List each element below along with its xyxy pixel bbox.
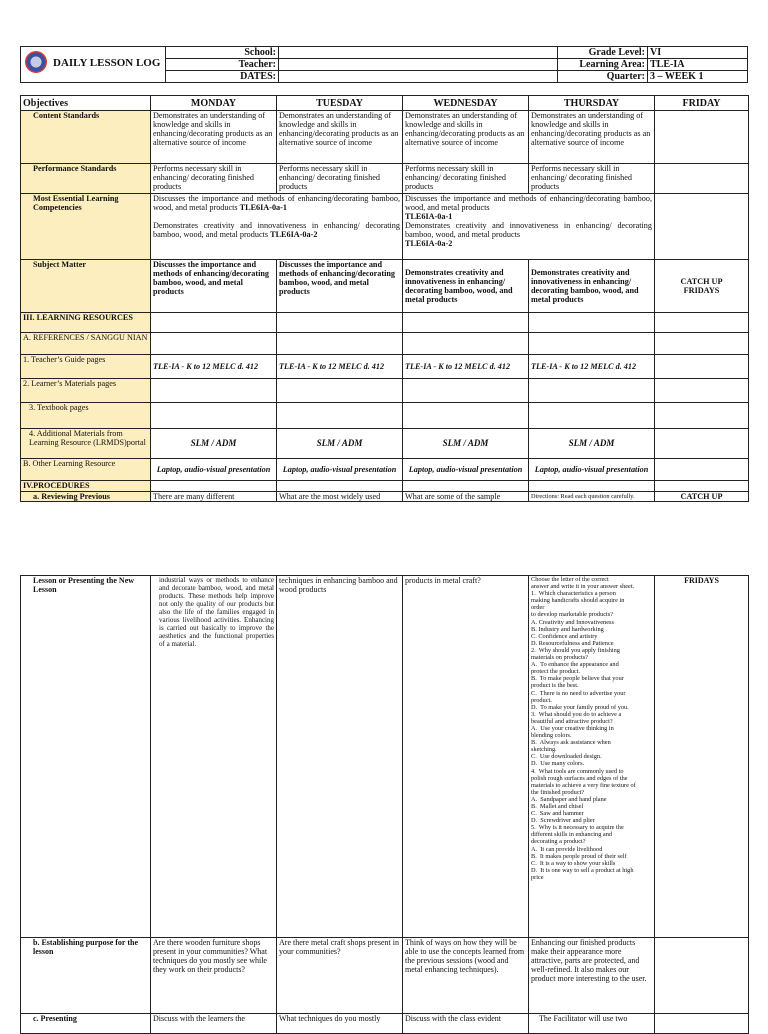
- content-standards-thursday: Demonstrates an understanding of knowledge and skills in enhancing/decorating products as an alternative source of income: [529, 111, 655, 164]
- other-resource-label: B. Other Learning Resource: [21, 459, 151, 481]
- subject-matter-label: Subject Matter: [21, 260, 151, 313]
- empty-cell: [403, 313, 529, 333]
- quiz-line: making handicrafts should acquire in: [531, 597, 625, 605]
- competency-2-text: Demonstrates creativity and innovativeness in enhancing/ decorating bamboo, wood, and metal products: [153, 221, 400, 239]
- quiz-line: Choose the letter of the correct: [531, 576, 609, 583]
- column-header-objectives: Objectives: [21, 96, 151, 111]
- empty-cell: [655, 379, 749, 403]
- establishing-monday: Are there wooden furniture shops present in your communities? What techniques do you mostly see while they work on their products?: [151, 938, 277, 1014]
- teachers-guide-monday: TLE-IA - K to 12 MELC d. 412: [151, 355, 277, 379]
- teacher-value: [279, 59, 558, 71]
- column-header-friday: FRIDAY: [655, 96, 749, 111]
- empty-cell: [655, 429, 749, 459]
- performance-standards-wednesday: Performs necessary skill in enhancing/ decorating finished products: [403, 164, 529, 194]
- performance-standards-monday: Performs necessary skill in enhancing/ decorating finished products: [151, 164, 277, 194]
- reviewing-thursday-start: Directions: Read each question carefully.: [529, 492, 655, 502]
- establishing-tuesday: Are there metal craft shops present in your communities?: [277, 938, 403, 1014]
- quiz-line: B. Mallet and chisel: [531, 803, 584, 810]
- empty-cell: [151, 403, 277, 429]
- references-row: [21, 333, 749, 355]
- empty-cell: [403, 403, 529, 429]
- column-header-monday: MONDAY: [151, 96, 277, 111]
- quiz-line: C. Saw and hammer: [531, 810, 584, 818]
- additional-materials-wednesday: SLM / ADM: [403, 429, 529, 459]
- subject-matter-friday: CATCH UP FRIDAYS: [655, 260, 749, 313]
- competencies-row: [21, 194, 749, 260]
- quiz-line: order: [531, 604, 545, 612]
- teachers-guide-thursday: TLE-IA - K to 12 MELC d. 412: [529, 355, 655, 379]
- column-header-tuesday: TUESDAY: [277, 96, 403, 111]
- empty-cell: [655, 355, 749, 379]
- dates-value: [279, 71, 558, 83]
- teachers-guide-row: [21, 355, 749, 379]
- reviewing-label: a. Reviewing Previous: [21, 492, 151, 502]
- quiz-line: C. It is a way to show your skills: [531, 859, 616, 867]
- empty-cell: [655, 313, 749, 333]
- subject-matter-tuesday: Discusses the importance and methods of enhancing/decorating bamboo, wood, and metal products: [277, 260, 403, 313]
- competencies-monday-tuesday: [151, 194, 403, 260]
- other-resource-wednesday: Laptop, audio-visual presentation: [403, 459, 529, 481]
- subject-matter-row: [21, 260, 749, 313]
- school-value: [279, 47, 558, 59]
- quiz-line: B. Always ask assistance when: [531, 739, 611, 747]
- additional-materials-label: 4. Additional Materials from Learning Resource (LRMDS)portal: [21, 429, 151, 459]
- area-label: Learning Area:: [558, 59, 648, 71]
- quiz-line: price: [531, 873, 544, 881]
- quiz-line: B. It makes people proud of their self: [531, 852, 627, 860]
- performance-standards-label: Performance Standards: [21, 164, 151, 194]
- quiz-line: product.: [531, 696, 552, 704]
- content-standards-tuesday: Demonstrates an understanding of knowledge and skills in enhancing/decorating products as an alternative source of income: [277, 111, 403, 164]
- performance-standards-thursday: Performs necessary skill in enhancing/ decorating finished products: [529, 164, 655, 194]
- quiz-line: D. It is one way to sell a product at high: [531, 866, 634, 874]
- empty-cell: [403, 379, 529, 403]
- quiz-line: the finished product?: [531, 788, 585, 796]
- additional-materials-monday: SLM / ADM: [151, 429, 277, 459]
- logo-cell: [21, 47, 166, 83]
- area-value: TLE-IA: [648, 59, 748, 71]
- empty-cell: [655, 403, 749, 429]
- establishing-label: b. Establishing purpose for the lesson: [21, 938, 151, 1014]
- quiz-line: 1. Which characteristics a person: [531, 590, 616, 598]
- reviewing-wednesday: products in metal craft?: [403, 576, 529, 938]
- content-standards-monday: Demonstrates an understanding of knowledge and skills in enhancing/decorating products as an alternative source of income: [151, 111, 277, 164]
- quiz-line: 4. What tools are commonly used to: [531, 767, 624, 775]
- empty-cell: [529, 481, 655, 492]
- empty-cell: [151, 333, 277, 355]
- competency-2-text: Demonstrates creativity and innovativeness in enhancing/ decorating bamboo, wood, and metal products: [405, 221, 652, 239]
- content-standards-label: Content Standards: [21, 111, 151, 164]
- competency-1-text: Discusses the importance and methods of enhancing/decorating bamboo, wood, and metal products: [153, 194, 400, 212]
- quiz-line: decorating a product?: [531, 838, 586, 846]
- competency-1-code: TLE6IA-0a-1: [239, 203, 287, 212]
- school-label: School:: [166, 47, 279, 59]
- content-standards-row: [21, 111, 749, 164]
- quiz-line: blending colors.: [531, 732, 572, 740]
- lesson-table-page-1: [20, 95, 749, 502]
- column-header-wednesday: WEDNESDAY: [403, 96, 529, 111]
- quiz-line: beautiful and attractive product?: [531, 717, 613, 725]
- empty-cell: [151, 379, 277, 403]
- empty-cell: [277, 333, 403, 355]
- quarter-label: Quarter:: [558, 71, 648, 83]
- quiz-line: A. Use your creative thinking in: [531, 724, 614, 732]
- teachers-guide-wednesday: TLE-IA - K to 12 MELC d. 412: [403, 355, 529, 379]
- empty-cell: [151, 313, 277, 333]
- quiz-line: materials to achieve a very fine texture of: [531, 781, 636, 789]
- presenting-thursday: The Facilitator will use two: [529, 1014, 655, 1034]
- subject-matter-monday: Discusses the importance and methods of enhancing/decorating bamboo, wood, and metal products: [151, 260, 277, 313]
- quiz-line: C. There is no need to advertise your: [531, 689, 626, 697]
- empty-cell: [655, 481, 749, 492]
- quiz-line: to develop marketable products?: [531, 611, 614, 619]
- quiz-line: A. Creativity and Innovativeness: [531, 618, 614, 626]
- quiz-line: polish rough surfaces and edges of the: [531, 774, 628, 782]
- competencies-friday: [655, 194, 749, 260]
- reviewing-row-start: [21, 492, 749, 502]
- deped-seal-icon: [25, 51, 47, 73]
- grade-value: VI: [648, 47, 748, 59]
- empty-cell: [403, 333, 529, 355]
- header-table: [20, 46, 748, 83]
- empty-cell: [403, 481, 529, 492]
- learning-resources-row: [21, 313, 749, 333]
- reviewing-friday: FRIDAYS: [655, 576, 749, 938]
- reviewing-label-continued: Lesson or Presenting the New Lesson: [21, 576, 151, 938]
- quiz-line: D. Screwdriver and plier: [531, 817, 595, 825]
- learning-resources-label: III. LEARNING RESOURCES: [21, 313, 151, 333]
- establishing-row: [21, 938, 749, 1014]
- other-resource-tuesday: Laptop, audio-visual presentation: [277, 459, 403, 481]
- textbook-label: 3. Textbook pages: [21, 403, 151, 429]
- teachers-guide-tuesday: TLE-IA - K to 12 MELC d. 412: [277, 355, 403, 379]
- quiz-line: 3. What should you do to achieve a: [531, 710, 622, 718]
- empty-cell: [529, 333, 655, 355]
- subject-matter-thursday: Demonstrates creativity and innovativeness in enhancing/ decorating bamboo, wood, and metal products: [529, 260, 655, 313]
- page-title: DAILY LESSON LOG: [53, 57, 161, 69]
- reviewing-wednesday-start: What are some of the sample: [403, 492, 529, 502]
- column-header-row: [21, 96, 749, 111]
- presenting-label: c. Presenting: [21, 1014, 151, 1034]
- quiz-line: answer and write it in your answer sheet.: [531, 583, 635, 591]
- competency-1-code: TLE6IA-0a-1: [405, 212, 453, 221]
- procedures-row: [21, 481, 749, 492]
- reviewing-tuesday: techniques in enhancing bamboo and wood products: [277, 576, 403, 938]
- competency-2-code: TLE6IA-0a-2: [405, 239, 453, 248]
- performance-standards-friday: [655, 164, 749, 194]
- quiz-line: B. To make people believe that your: [531, 675, 624, 683]
- empty-cell: [277, 403, 403, 429]
- subject-matter-wednesday: Demonstrates creativity and innovativeness in enhancing/ decorating bamboo, wood, and metal products: [403, 260, 529, 313]
- learners-materials-row: [21, 379, 749, 403]
- quiz-line: C. Use downloaded design.: [531, 753, 602, 761]
- empty-cell: [655, 938, 749, 1014]
- quiz-line: product is the best.: [531, 682, 579, 690]
- empty-cell: [529, 403, 655, 429]
- quiz-line: protect the product.: [531, 668, 581, 676]
- quiz-line: different skills in enhancing and: [531, 831, 613, 839]
- empty-cell: [277, 481, 403, 492]
- empty-cell: [277, 379, 403, 403]
- reviewing-tuesday-start: What are the most widely used: [277, 492, 403, 502]
- content-standards-wednesday: Demonstrates an understanding of knowledge and skills in enhancing/decorating products as an alternative source of income: [403, 111, 529, 164]
- reviewing-thursday-quiz: [529, 576, 655, 938]
- teachers-guide-label: 1. Teacher’s Guide pages: [21, 355, 151, 379]
- establishing-thursday: Enhancing our finished products make their appearance more attractive, parts are protected, and well-refined. It also makes our product more interesting to the user.: [529, 938, 655, 1014]
- references-label: A. REFERENCES / SANGGU NIAN: [21, 333, 151, 355]
- additional-materials-row: [21, 429, 749, 459]
- quiz-line: 2. Why should you apply finishing: [531, 646, 620, 654]
- quiz-line: D. Use many colors.: [531, 760, 585, 768]
- quarter-value: 3 – WEEK 1: [648, 71, 748, 83]
- other-resource-thursday: Laptop, audio-visual presentation: [529, 459, 655, 481]
- empty-cell: [529, 379, 655, 403]
- competency-1-text: Discusses the importance and methods of enhancing/decorating bamboo, wood, and metal products: [405, 194, 652, 212]
- reviewing-monday: industrial ways or methods to enhance and decorate bamboo, wood, and metal products. These methods help improve not only the quality of our products but also the life of the families engaged in various livelihood activities. Enhancing is carried out basically to improve the aesthetics and the functional properties of a material.: [151, 576, 277, 938]
- empty-cell: [529, 313, 655, 333]
- quiz-line: A. It can provide livelihood: [531, 845, 603, 853]
- content-standards-friday: [655, 111, 749, 164]
- additional-materials-tuesday: SLM / ADM: [277, 429, 403, 459]
- quiz-line: D. To make your family proud of you.: [531, 703, 629, 711]
- performance-standards-row: [21, 164, 749, 194]
- lesson-table-page-2: [20, 575, 749, 1034]
- competency-2-code: TLE6IA-0a-2: [270, 230, 318, 239]
- reviewing-monday-start: There are many different: [151, 492, 277, 502]
- grade-label: Grade Level:: [558, 47, 648, 59]
- establishing-wednesday: Think of ways on how they will be able to use the concepts learned from the previous sessions (wood and metal enhancing techniques).: [403, 938, 529, 1014]
- performance-standards-tuesday: Performs necessary skill in enhancing/ decorating finished products: [277, 164, 403, 194]
- empty-cell: [151, 481, 277, 492]
- quiz-line: materials on products?: [531, 654, 589, 662]
- quiz-line: C. Confidence and artistry: [531, 632, 598, 640]
- textbook-row: [21, 403, 749, 429]
- quiz-line: A. Sandpaper and hand plane: [531, 795, 607, 803]
- empty-cell: [277, 313, 403, 333]
- quiz-line: 5. Why is it necessary to acquire the: [531, 824, 624, 832]
- competencies-wednesday-thursday: [403, 194, 655, 260]
- competencies-label: Most Essential Learning Competencies: [21, 194, 151, 260]
- dates-label: DATES:: [166, 71, 279, 83]
- quiz-line: sketching.: [531, 746, 557, 754]
- learners-materials-label: 2. Learner’s Materials pages: [21, 379, 151, 403]
- empty-cell: [655, 459, 749, 481]
- teacher-label: Teacher:: [166, 59, 279, 71]
- other-resource-monday: Laptop, audio-visual presentation: [151, 459, 277, 481]
- empty-cell: [655, 333, 749, 355]
- presenting-tuesday: What techniques do you mostly: [277, 1014, 403, 1034]
- presenting-monday: Discuss with the learners the: [151, 1014, 277, 1034]
- procedures-label: IV.PROCEDURES: [21, 481, 151, 492]
- reviewing-friday-start: CATCH UP: [655, 492, 749, 502]
- other-resource-row: [21, 459, 749, 481]
- quiz-line: B. Industry and hardworking: [531, 625, 604, 633]
- column-header-thursday: THURSDAY: [529, 96, 655, 111]
- quiz-line: A. To enhance the appearance and: [531, 661, 619, 669]
- quiz-line: D. Resourcefulness and Patience: [531, 639, 614, 647]
- presenting-wednesday: Discuss with the class evident: [403, 1014, 529, 1034]
- reviewing-row-continued: [21, 576, 749, 938]
- additional-materials-thursday: SLM / ADM: [529, 429, 655, 459]
